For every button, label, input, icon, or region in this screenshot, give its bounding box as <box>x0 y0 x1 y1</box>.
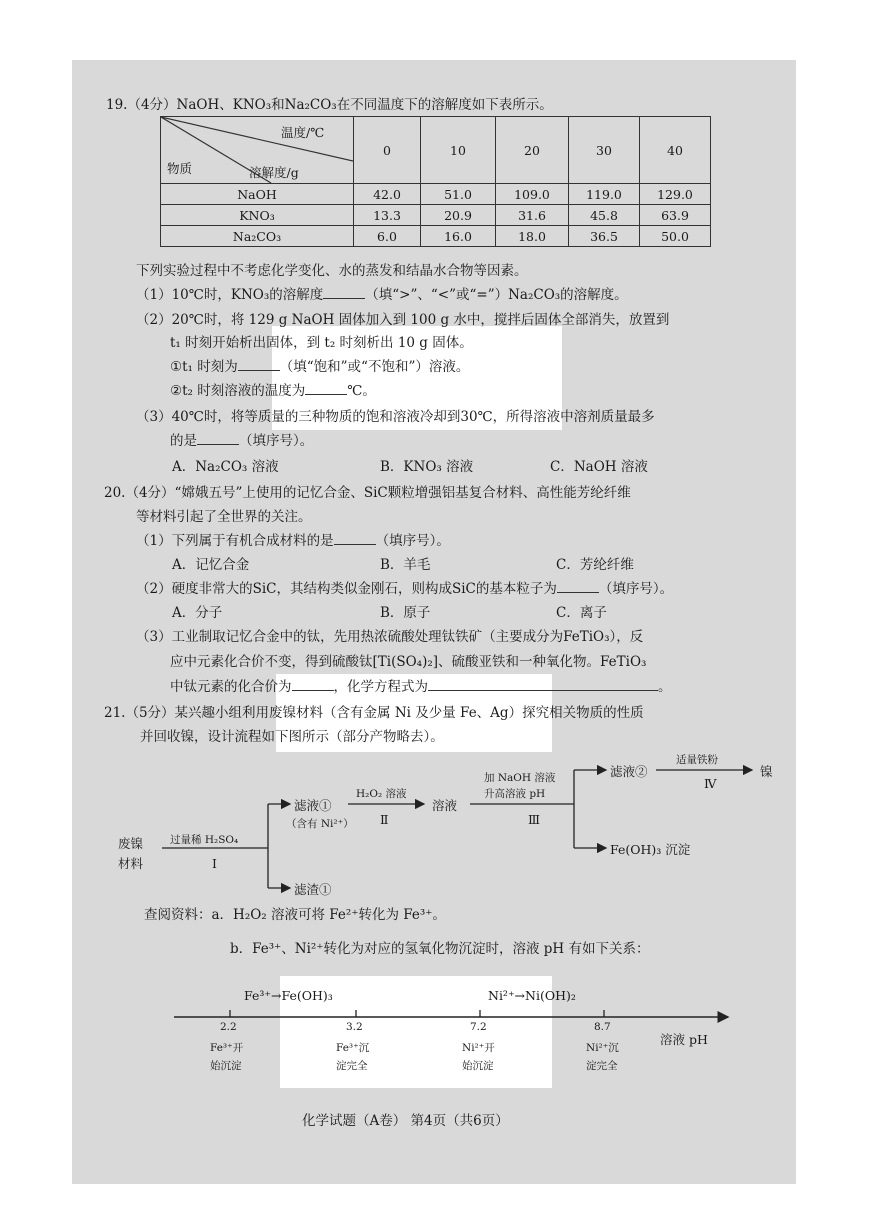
answer-blank[interactable] <box>323 286 365 299</box>
q19-part2-sub2: ②t₂ 时刻溶液的温度为 ℃。 <box>170 383 376 399</box>
answer-blank[interactable] <box>305 382 347 395</box>
flow-start-line2: 材料 <box>118 856 144 871</box>
solubility-cell: 50.0 <box>640 226 711 247</box>
q21-line2: 并回收镍，设计流程如下图所示（部分产物略去）。 <box>140 729 444 745</box>
flow-solution: 溶液 <box>432 798 458 813</box>
solubility-cell: 119.0 <box>569 184 640 205</box>
q20-p2-option-c: C．离子 <box>556 605 607 621</box>
flow-start-line1: 废镍 <box>118 836 144 851</box>
q20-part3-line1: （3）工业制取记忆合金中的钛，先用热浓硫酸处理钛铁矿（主要成分为FeTiO₃），反 <box>136 629 644 645</box>
ph-ni-label: Ni²⁺→Ni(OH)₂ <box>488 988 576 1003</box>
corner-substance-label: 物质 <box>167 161 193 176</box>
q20-part3-line2: 应中元素化合价不变，得到硫酸钛[Ti(SO₄)₂]、硫酸亚铁和一种氧化物。FeTiO₃ <box>170 654 647 670</box>
ph-tick-desc2: 淀完全 <box>586 1060 618 1072</box>
flow-product: 镍 <box>760 764 773 779</box>
q20-part3-line3: 中钛元素的化合价为 ，化学方程式为 。 <box>170 679 672 695</box>
flow-step3-reagent2: 升高溶液 pH <box>484 788 546 800</box>
q19-part3-line1: （3）40℃时，将等质量的三种物质的饱和溶液冷却到30℃，所得溶液中溶剂质量最多 <box>136 409 655 425</box>
solubility-table <box>160 116 711 247</box>
solubility-cell: 42.0 <box>354 184 421 205</box>
ph-tick-desc1: Ni²⁺开 <box>462 1042 495 1054</box>
q19-option-c: C．NaOH 溶液 <box>550 459 648 475</box>
q19-part2-line1: （2）20℃时，将 129 g NaOH 固体加入到 100 g 水中，搅拌后固体全部消失，放置到 <box>136 312 670 328</box>
table-corner-cell <box>161 117 354 184</box>
temp-header: 30 <box>569 117 640 184</box>
solubility-cell: 18.0 <box>496 226 569 247</box>
q19-title: 19.（4分）NaOH、KNO₃和Na₂CO₃在不同温度下的溶解度如下表所示。 <box>106 97 553 113</box>
ph-fe-label: Fe³⁺→Fe(OH)₃ <box>244 988 333 1003</box>
q19-part2-sub1: ①t₁ 时刻为 （填“饱和”或“不饱和”）溶液。 <box>170 359 470 375</box>
q19-note: 下列实验过程中不考虑化学变化、水的蒸发和结晶水合物等因素。 <box>136 263 528 279</box>
q21-line1: 21.（5分）某兴趣小组利用废镍材料（含有金属 Ni 及少量 Fe、Ag）探究相关物质的性质 <box>104 705 644 721</box>
answer-blank[interactable] <box>238 358 280 371</box>
corner-temp-label: 温度/℃ <box>281 125 325 140</box>
answer-blank[interactable] <box>428 678 658 691</box>
q19-part1: （1）10℃时，KNO₃的溶解度 （填“>”、“<”或“=”）Na₂CO₃的溶解度。 <box>136 287 628 303</box>
solubility-cell: 16.0 <box>421 226 496 247</box>
answer-blank[interactable] <box>557 580 599 593</box>
ph-axis-label: 溶液 pH <box>660 1032 708 1047</box>
ph-tick-desc1: Fe³⁺沉 <box>336 1042 370 1054</box>
q20-part2: （2）硬度非常大的SiC，其结构类似金刚石，则构成SiC的基本粒子为 （填序号）。 <box>136 581 674 597</box>
q20-line2: 等材料引起了全世界的关注。 <box>136 509 312 525</box>
temp-header: 10 <box>421 117 496 184</box>
q19-option-a: A．Na₂CO₃ 溶液 <box>172 459 279 475</box>
flow-residue1: 滤渣① <box>294 882 332 897</box>
answer-blank[interactable] <box>334 532 376 545</box>
flow-step1-reagent: 过量稀 H₂SO₄ <box>170 834 239 846</box>
temp-header: 40 <box>640 117 711 184</box>
solubility-cell: 63.9 <box>640 205 711 226</box>
q21-reference-a: 查阅资料：a．H₂O₂ 溶液可将 Fe²⁺转化为 Fe³⁺。 <box>144 907 446 923</box>
flow-filtrate1-note: （含有 Ni²⁺） <box>286 818 354 830</box>
q20-p1-option-c: C．芳纶纤维 <box>556 557 634 573</box>
q21-reference-b: b．Fe³⁺、Ni²⁺转化为对应的氢氧化物沉淀时，溶液 pH 有如下关系： <box>230 941 650 957</box>
substance-name: KNO₃ <box>161 205 354 226</box>
flow-step4-reagent: 适量铁粉 <box>676 754 718 766</box>
temp-header: 20 <box>496 117 569 184</box>
q20-p1-option-b: B．羊毛 <box>380 557 431 573</box>
ph-tick-value: 2.2 <box>220 1021 237 1033</box>
ph-tick-value: 8.7 <box>594 1021 611 1033</box>
substance-name: Na₂CO₃ <box>161 226 354 247</box>
flow-precipitate: Fe(OH)₃ 沉淀 <box>610 842 691 857</box>
q19-part3-line2: 的是 （填序号）。 <box>170 433 314 449</box>
substance-name: NaOH <box>161 184 354 205</box>
solubility-cell: 109.0 <box>496 184 569 205</box>
solubility-cell: 6.0 <box>354 226 421 247</box>
flow-step1-number: Ⅰ <box>212 856 217 871</box>
flow-filtrate2: 滤液② <box>610 764 648 779</box>
table-row <box>161 226 711 247</box>
answer-blank[interactable] <box>292 678 334 691</box>
answer-blank[interactable] <box>197 432 239 445</box>
q19-option-b: B．KNO₃ 溶液 <box>380 459 474 475</box>
q20-p2-option-a: A．分子 <box>172 605 223 621</box>
solubility-cell: 36.5 <box>569 226 640 247</box>
table-row <box>161 205 711 226</box>
ph-tick-desc2: 始沉淀 <box>210 1060 242 1072</box>
solubility-cell: 45.8 <box>569 205 640 226</box>
solubility-cell: 129.0 <box>640 184 711 205</box>
flow-step2-reagent: H₂O₂ 溶液 <box>356 788 407 800</box>
temp-header: 0 <box>354 117 421 184</box>
flow-step4-number: Ⅳ <box>704 776 717 791</box>
corner-solubility-label: 溶解度/g <box>249 165 299 180</box>
ph-tick-value: 3.2 <box>346 1021 363 1033</box>
ph-tick-desc2: 始沉淀 <box>462 1060 494 1072</box>
solubility-cell: 31.6 <box>496 205 569 226</box>
q20-part1: （1）下列属于有机合成材料的是 （填序号）。 <box>136 533 450 549</box>
ph-tick-value: 7.2 <box>470 1021 487 1033</box>
flow-step3-reagent1: 加 NaOH 溶液 <box>484 772 556 784</box>
q20-p2-option-b: B．原子 <box>380 605 431 621</box>
flow-step3-number: Ⅲ <box>528 812 541 827</box>
ph-tick-desc2: 淀完全 <box>336 1060 368 1072</box>
ph-tick-desc1: Fe³⁺开 <box>210 1042 244 1054</box>
solubility-cell: 51.0 <box>421 184 496 205</box>
q19-part2-line2: t₁ 时刻开始析出固体，到 t₂ 时刻析出 10 g 固体。 <box>170 335 473 351</box>
flow-step2-number: Ⅱ <box>380 812 389 827</box>
table-row <box>161 184 711 205</box>
flow-filtrate1: 滤液① <box>294 798 332 813</box>
ph-tick-desc1: Ni²⁺沉 <box>586 1042 619 1054</box>
solubility-cell: 13.3 <box>354 205 421 226</box>
solubility-cell: 20.9 <box>421 205 496 226</box>
q20-p1-option-a: A．记忆合金 <box>172 557 250 573</box>
page-footer: 化学试题（A卷） 第4页（共6页） <box>302 1113 509 1129</box>
q20-line1: 20.（4分）“嫦娥五号”上使用的记忆合金、SiC颗粒增强铝基复合材料、高性能芳纶纤维 <box>104 485 631 501</box>
